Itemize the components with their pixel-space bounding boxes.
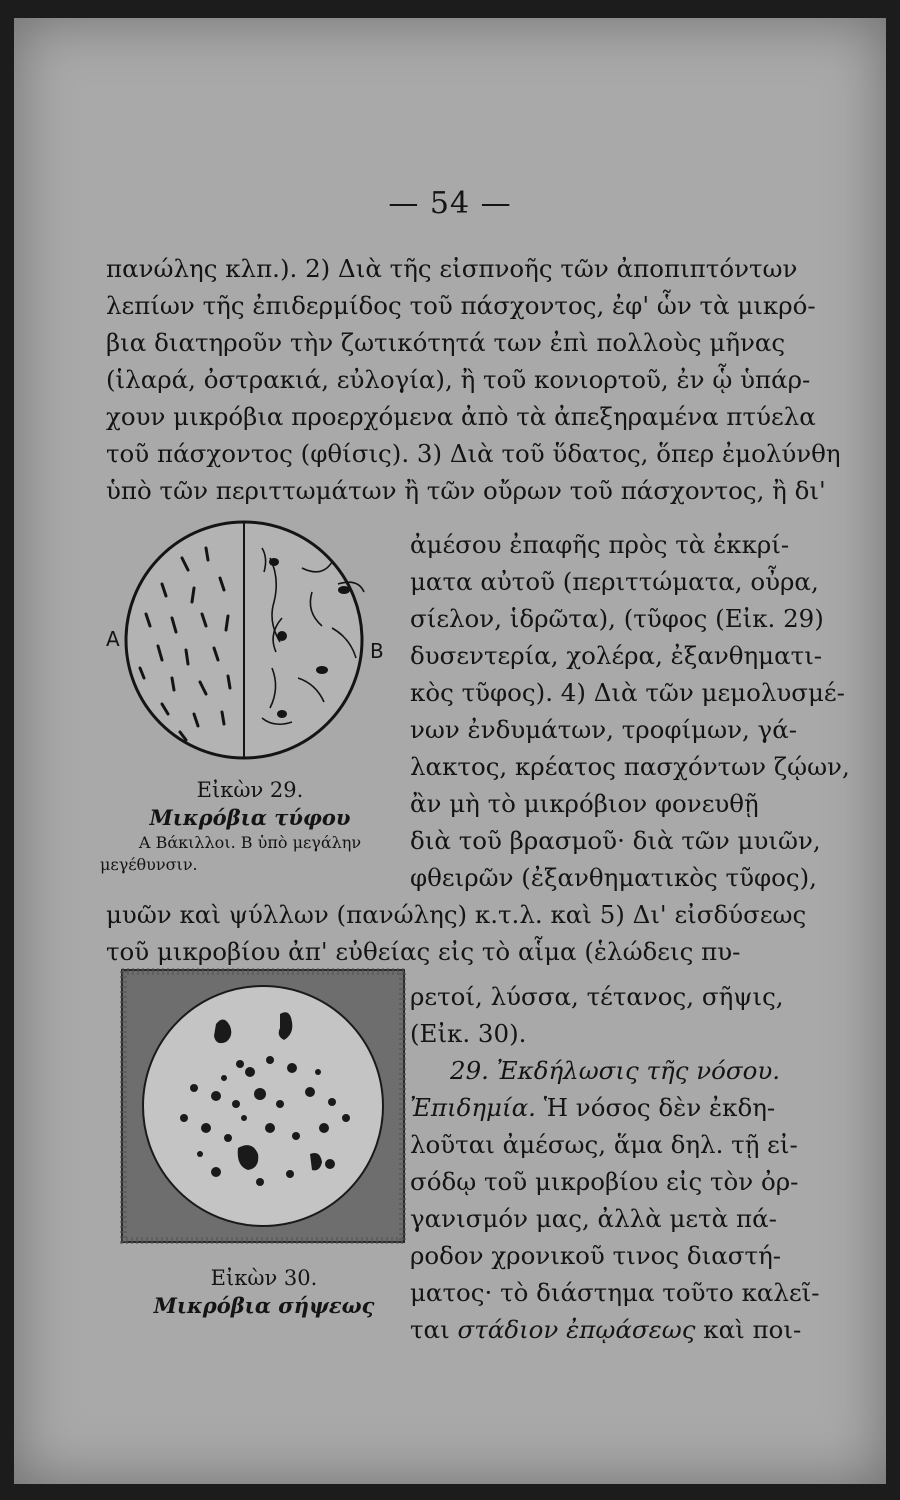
section-29 — [410, 1052, 840, 1348]
figure-30-title: Μικρόβια σήψεως — [153, 1293, 375, 1318]
section-subtitle: Ἐπιδημία. — [410, 1093, 536, 1122]
book-page — [14, 18, 886, 1484]
paragraph-top — [106, 250, 846, 509]
text-line: ματα αὐτοῦ (περιττώματα, οὖρα, — [410, 567, 819, 596]
section-heading — [410, 1052, 840, 1089]
page-number: — 54 — — [388, 186, 512, 221]
text-line: χουν μικρόβια προερχόμενα ἀπὸ τὰ ἀπεξηραμένα πτύελα — [106, 402, 816, 431]
section-first-line — [410, 1089, 840, 1126]
figure-29-note: Α Βάκιλλοι. Β ὑπὸ μεγάλην — [138, 833, 362, 852]
text-line: ἀμέσου ἐπαφῆς πρὸς τὰ ἐκκρί- — [410, 530, 790, 559]
paragraph-right-fig30 — [410, 978, 840, 1052]
text-line: ρετοί, λύσσα, τέτανος, σῆψις, — [410, 982, 784, 1011]
text-line: διὰ τοῦ βρασμοῦ· διὰ τῶν μυιῶν, — [410, 826, 821, 855]
figure-30-number: Εἰκὼν 30. — [210, 1266, 318, 1290]
section-last-line — [410, 1311, 840, 1348]
text-line: κὸς τῦφος). 4) Διὰ τῶν μεμολυσμέ- — [410, 678, 845, 707]
text-line: τοῦ μικροβίου ἀπ' εὐθείας εἰς τὸ αἷμα (ἑλώδεις πυ- — [106, 937, 741, 966]
text-line: (Εἰκ. 30). — [410, 1019, 527, 1048]
paragraph-right-fig29 — [410, 526, 850, 896]
figure-29-note-2: μεγέθυνσιν. — [100, 855, 198, 874]
incubation-term: στάδιον ἐπῳάσεως — [457, 1315, 696, 1344]
text-line: ματος· τὸ διάστημα τοῦτο καλεῖ- — [410, 1278, 820, 1307]
text-line: μυῶν καὶ ψύλλων (πανώλης) κ.τ.λ. καὶ 5) Δι' εἰσδύσεως — [106, 900, 807, 929]
text-line: σόδῳ τοῦ μικροβίου εἰς τὸν ὀρ- — [410, 1167, 799, 1196]
text-line: Ἡ νόσος δὲν ἐκδη- — [543, 1093, 776, 1122]
figure-29-illustration — [102, 518, 402, 768]
text-line: πανώλης κλπ.). 2) Διὰ τῆς εἰσπνοῆς τῶν ἀποπιπτόντων — [106, 254, 798, 283]
text-line: λοῦται ἀμέσως, ἅμα δηλ. τῇ εἰ- — [410, 1130, 798, 1159]
text-line: ἂν μὴ τὸ μικρόβιον φονευθῇ — [410, 789, 759, 818]
figure-29-label-a: A — [106, 627, 120, 651]
figure-29-number: Εἰκὼν 29. — [196, 778, 304, 802]
text-line: (ἱλαρά, ὀστρακιά, εὐλογία), ἢ τοῦ κονιορτοῦ, ἐν ᾧ ὑπάρ- — [106, 365, 811, 394]
text-line: φθειρῶν (ἐξανθηματικὸς τῦφος), — [410, 863, 817, 892]
text-line: γανισμόν μας, ἀλλὰ μετὰ πά- — [410, 1204, 777, 1233]
section-title: Ἐκδήλωσις τῆς νόσου. — [496, 1056, 781, 1085]
text-line: σίελον, ἱδρῶτα), (τῦφος (Εἰκ. 29) — [410, 604, 824, 633]
text-line: ροδον χρονικοῦ τινος διαστή- — [410, 1241, 782, 1270]
text-line: τοῦ πάσχοντος (φθίσις). 3) Διὰ τοῦ ὕδατος, ὅπερ ἐμολύνθη — [106, 439, 841, 468]
figure-29-label-b: B — [370, 639, 384, 663]
text-fragment: ται — [410, 1315, 458, 1344]
text-line: ὑπὸ τῶν περιττωμάτων ἢ τῶν οὔρων τοῦ πάσχοντος, ἢ δι' — [106, 476, 826, 505]
text-line: λεπίων τῆς ἐπιδερμίδος τοῦ πάσχοντος, ἐφ' ὧν τὰ μικρό- — [106, 291, 816, 320]
text-line: νων ἐνδυμάτων, τροφίμων, γά- — [410, 715, 798, 744]
text-fragment: καὶ ποι- — [703, 1315, 802, 1344]
text-line: λακτος, κρέατος πασχόντων ζῴων, — [410, 752, 850, 781]
text-line: δυσεντερία, χολέρα, ἐξανθηματι- — [410, 641, 823, 670]
figure-29-caption — [100, 776, 400, 876]
section-number: 29. — [450, 1056, 489, 1085]
figure-30-illustration — [120, 968, 406, 1244]
figure-30-caption — [114, 1264, 414, 1320]
paragraph-middle — [106, 896, 846, 970]
figure-29-title: Μικρόβια τύφου — [149, 805, 351, 830]
text-line: βια διατηροῦν τὴν ζωτικότητά των ἐπὶ πολλοὺς μῆνας — [106, 328, 786, 357]
